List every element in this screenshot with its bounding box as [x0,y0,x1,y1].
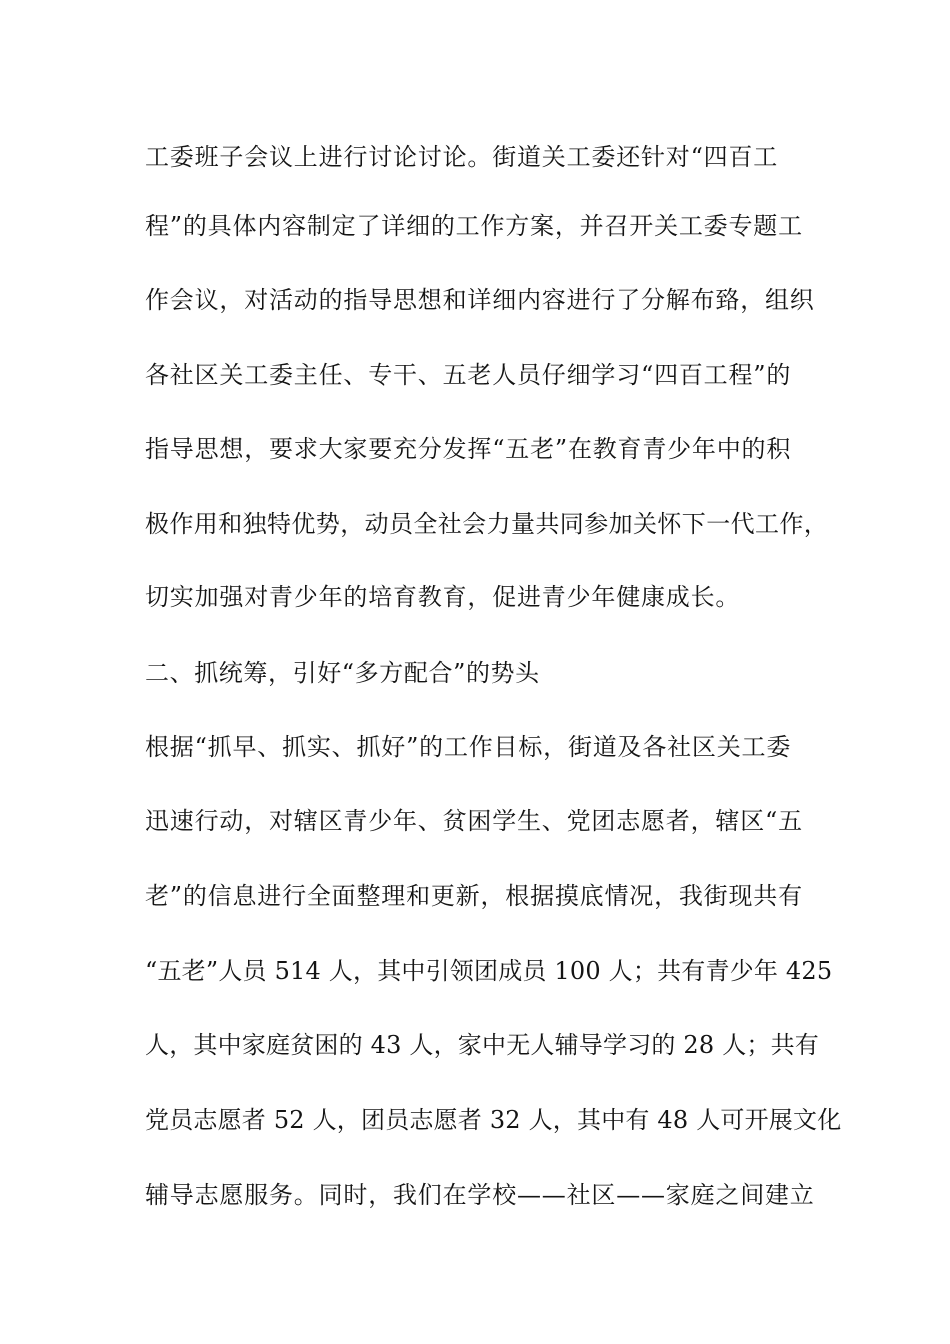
paragraph-1-line-2: 程”的具体内容制定了详细的工作方案，并召开关工委专题工 [145,212,803,240]
paragraph-1-line-4: 各社区关工委主任、专干、五老人员仔细学习“四百工程”的 [145,361,792,389]
paragraph-2-line-6: 党员志愿者 52 人，团员志愿者 32 人，其中有 48 人可开展文化 [145,1106,842,1134]
paragraph-1-line-3: 作会议，对活动的指导思想和详细内容进行了分解布臵，组织 [145,286,815,314]
section-heading: 二、抓统筹，引好“多方配合”的势头 [145,659,540,687]
paragraph-2-line-7: 辅导志愿服务。同时，我们在学校——社区——家庭之间建立 [145,1181,815,1209]
paragraph-2-line-2: 迅速行动，对辖区青少年、贫困学生、党团志愿者，辖区“五 [145,807,803,835]
paragraph-2-line-3: 老”的信息进行全面整理和更新，根据摸底情况，我街现共有 [145,882,803,910]
paragraph-1-line-7: 切实加强对青少年的培育教育，促进青少年健康成长。 [145,583,741,611]
paragraph-2-line-1: 根据“抓早、抓实、抓好”的工作目标，街道及各社区关工委 [145,733,792,761]
paragraph-1-line-5: 指导思想，要求大家要充分发挥“五老”在教育青少年中的积 [145,435,792,463]
paragraph-2-line-5: 人，其中家庭贫困的 43 人，家中无人辅导学习的 28 人；共有 [145,1031,819,1059]
paragraph-2-line-4: “五老”人员 514 人，其中引领团成员 100 人；共有青少年 425 [145,957,833,985]
paragraph-1-line-1: 工委班子会议上进行讨论讨论。街道关工委还针对“四百工 [145,143,779,171]
paragraph-1-line-6: 极作用和独特优势，动员全社会力量共同参加关怀下一代工作， [145,510,829,538]
